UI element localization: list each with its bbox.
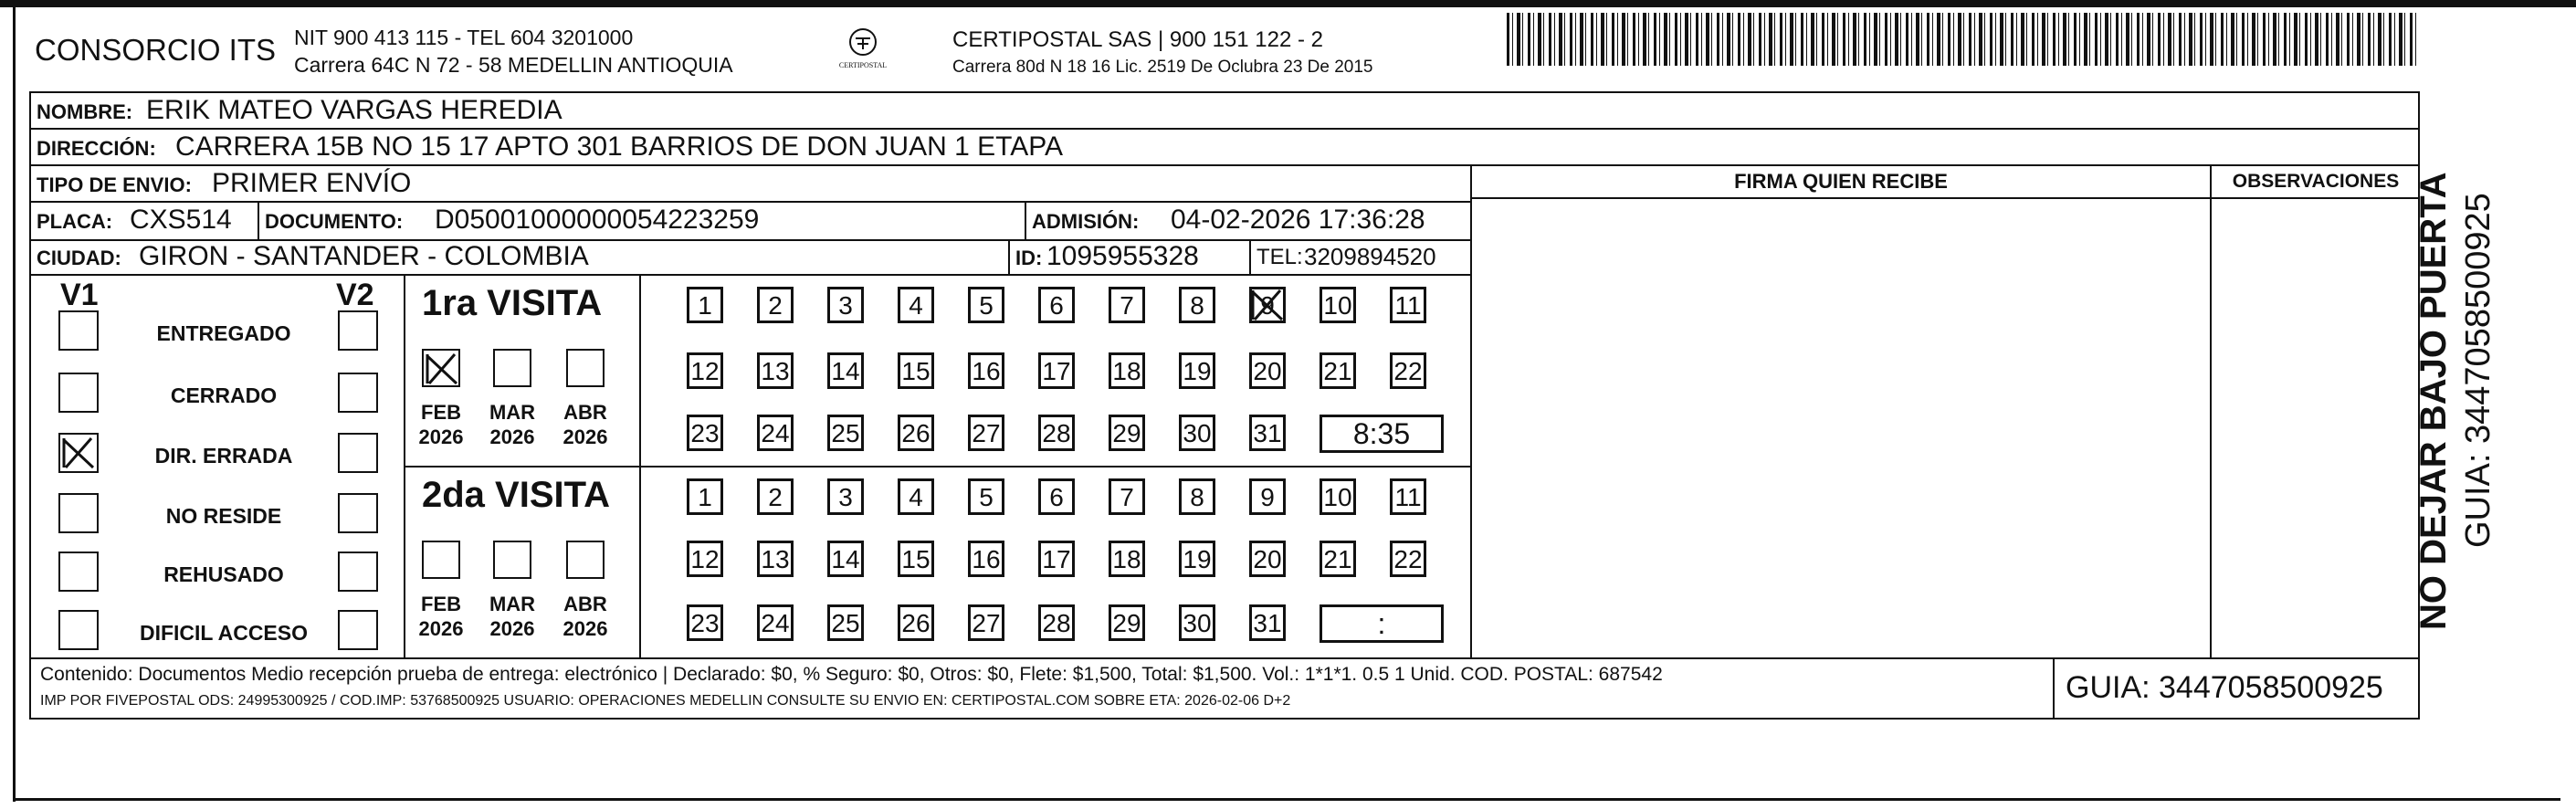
row-line (404, 466, 1472, 468)
day-box[interactable]: 25 (827, 415, 864, 451)
row-line (29, 201, 1472, 203)
day-box[interactable]: 12 (687, 541, 723, 577)
day-box[interactable]: 10 (1320, 478, 1356, 515)
month-checkbox[interactable] (566, 541, 605, 579)
col-line (2053, 657, 2055, 720)
ciudad-value: GIRON - SANTANDER - COLOMBIA (139, 241, 589, 271)
year-label: 2026 (418, 617, 464, 640)
month-label: ABR (563, 401, 607, 424)
month-checkbox[interactable] (422, 349, 460, 387)
day-box[interactable]: 20 (1249, 541, 1286, 577)
placa-label: PLACA: (37, 210, 113, 233)
documento-value: D05001000000054223259 (435, 205, 760, 235)
day-box[interactable]: 2 (757, 287, 794, 323)
footer-imp: IMP POR FIVEPOSTAL ODS: 24995300925 / COD.IMP: 53768500925 USUARIO: OPERACIONES MEDELLIN CONSULTE SU ENVIO EN: CERTIPOSTAL.COM SOBRE ETA: 2026-02-06 D+2 (40, 693, 1291, 709)
day-box[interactable]: 3 (827, 287, 864, 323)
row-line (29, 657, 2420, 659)
status-label: DIFICIL ACCESO (139, 621, 308, 645)
day-box[interactable]: 8 (1179, 287, 1215, 323)
col-line (1470, 164, 1472, 657)
day-box[interactable]: 11 (1390, 287, 1426, 323)
svg-text:CERTIPOSTAL: CERTIPOSTAL (838, 61, 888, 69)
month-label: MAR (489, 593, 536, 615)
bottom-border (13, 798, 2560, 801)
day-box[interactable]: 16 (968, 352, 1004, 389)
day-box[interactable]: 1 (687, 287, 723, 323)
visit1-title: 1ra VISITA (422, 283, 603, 323)
company-name: CONSORCIO ITS (35, 33, 277, 67)
left-border (13, 7, 16, 802)
day-box[interactable]: 31 (1249, 415, 1286, 451)
month-checkbox[interactable] (422, 541, 460, 579)
day-box[interactable]: 15 (898, 541, 934, 577)
admision-value: 04-02-2026 17:36:28 (1171, 205, 1425, 235)
day-box[interactable]: 22 (1390, 541, 1426, 577)
day-box[interactable]: 21 (1320, 352, 1356, 389)
day-box[interactable]: 15 (898, 352, 934, 389)
day-box[interactable]: 7 (1109, 478, 1145, 515)
footer-contenido: Contenido: Documentos Medio recepción prueba de entrega: electrónico | Declarado: $0, % Seguro: $0, Otros: $0, Flete: $1,500, Total: $1,500. Vol.: 1*1*1. 0.5 1 Unid. COD. POSTAL: 687542 (40, 664, 1663, 685)
day-box[interactable]: 19 (1179, 352, 1215, 389)
row-line (29, 128, 2420, 130)
day-box[interactable]: 27 (968, 415, 1004, 451)
day-box[interactable]: 23 (687, 604, 723, 641)
firma-header: FIRMA QUIEN RECIBE (1734, 170, 1948, 193)
day-box[interactable]: 24 (757, 415, 794, 451)
day-box[interactable]: 23 (687, 415, 723, 451)
day-box[interactable]: 7 (1109, 287, 1145, 323)
col-line (1249, 239, 1251, 274)
col-line (1008, 239, 1010, 274)
v2-checkbox[interactable] (338, 552, 378, 592)
day-box[interactable]: 17 (1038, 541, 1075, 577)
day-box[interactable]: 1 (687, 478, 723, 515)
year-label: 2026 (563, 617, 608, 640)
v2-header: V2 (336, 278, 374, 312)
day-box[interactable]: 31 (1249, 604, 1286, 641)
day-box[interactable]: 19 (1179, 541, 1215, 577)
day-box[interactable]: 16 (968, 541, 1004, 577)
certipostal-logo (836, 24, 890, 79)
placa-value: CXS514 (130, 205, 232, 235)
col-line (258, 201, 259, 239)
footer-guia: GUIA: 3447058500925 (2066, 670, 2383, 705)
day-box[interactable]: 30 (1179, 604, 1215, 641)
v1-checkbox[interactable] (58, 493, 99, 533)
tipo-envio-value: PRIMER ENVÍO (212, 168, 412, 198)
day-box[interactable]: 8 (1179, 478, 1215, 515)
status-label: NO RESIDE (165, 504, 282, 528)
month-checkbox[interactable] (566, 349, 605, 387)
visit2-title: 2da VISITA (422, 475, 610, 515)
company-nit: NIT 900 413 115 - TEL 604 3201000 (294, 26, 634, 49)
day-box[interactable]: 30 (1179, 415, 1215, 451)
side-guia: GUIA: 3447058500925 (2459, 193, 2497, 548)
day-box[interactable]: 5 (968, 478, 1004, 515)
v2-checkbox[interactable] (338, 373, 378, 413)
carrier-name: CERTIPOSTAL SAS | 900 151 122 - 2 (952, 27, 1323, 52)
documento-label: DOCUMENTO: (265, 210, 404, 233)
time-box[interactable]: : (1320, 604, 1444, 643)
top-border (0, 0, 2576, 7)
v1-checkbox[interactable] (58, 373, 99, 413)
month-label: FEB (421, 593, 461, 615)
status-label: DIR. ERRADA (154, 444, 293, 468)
v2-checkbox[interactable] (338, 493, 378, 533)
month-checkbox[interactable] (493, 349, 531, 387)
day-box[interactable]: 4 (898, 287, 934, 323)
day-box[interactable]: 17 (1038, 352, 1075, 389)
day-box[interactable]: 4 (898, 478, 934, 515)
day-box[interactable]: 26 (898, 415, 934, 451)
month-checkbox[interactable] (493, 541, 531, 579)
status-label: ENTREGADO (156, 321, 291, 345)
day-box[interactable]: 28 (1038, 604, 1075, 641)
day-mark (1249, 287, 1286, 323)
day-box[interactable]: 24 (757, 604, 794, 641)
day-box[interactable]: 6 (1038, 287, 1075, 323)
side-warning: NO DEJAR BAJO PUERTA (2413, 172, 2454, 630)
tel-label: TEL: (1256, 245, 1303, 269)
year-label: 2026 (563, 426, 608, 448)
status-label: CERRADO (170, 383, 278, 407)
v1-checkbox[interactable] (58, 610, 99, 650)
day-box[interactable]: 11 (1390, 478, 1426, 515)
col-line (2210, 164, 2212, 657)
company-address: Carrera 64C N 72 - 58 MEDELLIN ANTIOQUIA (294, 53, 733, 77)
day-box[interactable]: 18 (1109, 541, 1145, 577)
day-box[interactable]: 2 (757, 478, 794, 515)
day-box[interactable]: 29 (1109, 415, 1145, 451)
v1-checkbox[interactable] (58, 433, 99, 473)
day-box[interactable]: 9 (1249, 478, 1286, 515)
day-box[interactable]: 12 (687, 352, 723, 389)
id-value: 1095955328 (1046, 241, 1199, 271)
id-label: ID: (1015, 247, 1043, 269)
year-label: 2026 (489, 617, 535, 640)
day-box[interactable]: 3 (827, 478, 864, 515)
v2-checkbox[interactable] (338, 310, 378, 351)
day-box[interactable]: 27 (968, 604, 1004, 641)
barcode (1507, 13, 2420, 66)
tipo-envio-label: TIPO DE ENVIO: (37, 173, 192, 196)
direccion-value: CARRERA 15B NO 15 17 APTO 301 BARRIOS DE DON JUAN 1 ETAPA (175, 131, 1064, 162)
v2-checkbox[interactable] (338, 610, 378, 650)
day-box[interactable]: 28 (1038, 415, 1075, 451)
v2-checkbox[interactable] (338, 433, 378, 473)
day-box[interactable]: 9 (1249, 287, 1286, 323)
col-line (1470, 197, 2420, 199)
day-box[interactable]: 13 (757, 541, 794, 577)
day-box[interactable]: 10 (1320, 287, 1356, 323)
day-box[interactable]: 29 (1109, 604, 1145, 641)
month-label: ABR (563, 593, 607, 615)
month-label: FEB (421, 401, 461, 424)
direccion-label: DIRECCIÓN: (37, 137, 156, 160)
day-box[interactable]: 18 (1109, 352, 1145, 389)
day-box[interactable]: 14 (827, 352, 864, 389)
nombre-label: NOMBRE: (37, 100, 133, 123)
day-box[interactable]: 20 (1249, 352, 1286, 389)
day-box[interactable]: 22 (1390, 352, 1426, 389)
admision-label: ADMISIÓN: (1032, 210, 1140, 233)
v1-header: V1 (60, 278, 99, 312)
status-label: REHUSADO (163, 562, 284, 586)
time-box[interactable]: 8:35 (1320, 415, 1444, 453)
day-box[interactable]: 26 (898, 604, 934, 641)
row-line (29, 164, 2420, 166)
day-box[interactable]: 6 (1038, 478, 1075, 515)
observaciones-header: OBSERVACIONES (2232, 171, 2400, 192)
col-line (1025, 201, 1026, 239)
v1-checkbox[interactable] (58, 552, 99, 592)
month-label: MAR (489, 401, 536, 424)
day-box[interactable]: 25 (827, 604, 864, 641)
carrier-address: Carrera 80d N 18 16 Lic. 2519 De Oclubra 23 De 2015 (952, 58, 1373, 77)
nombre-value: ERIK MATEO VARGAS HEREDIA (146, 95, 563, 125)
v1-checkbox[interactable] (58, 310, 99, 351)
day-box[interactable]: 5 (968, 287, 1004, 323)
ciudad-label: CIUDAD: (37, 247, 121, 269)
year-label: 2026 (418, 426, 464, 448)
day-box[interactable]: 13 (757, 352, 794, 389)
row-line (29, 274, 1472, 276)
tel-value: 3209894520 (1304, 243, 1436, 270)
day-box[interactable]: 21 (1320, 541, 1356, 577)
year-label: 2026 (489, 426, 535, 448)
day-box[interactable]: 14 (827, 541, 864, 577)
